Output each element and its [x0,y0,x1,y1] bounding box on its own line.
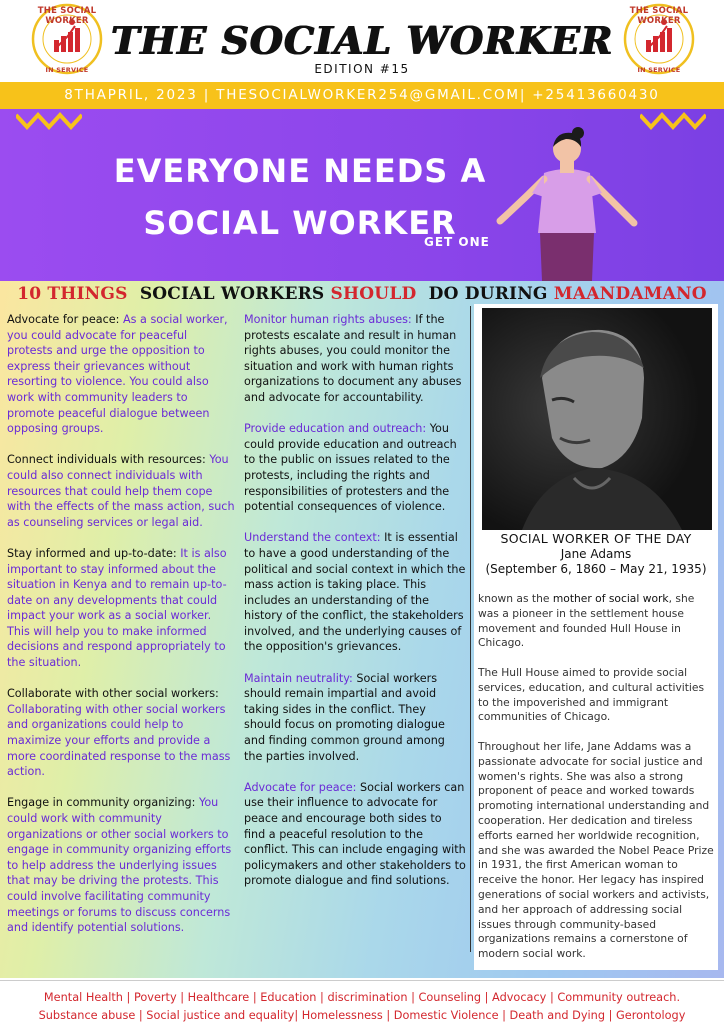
logo-left-bottom-text: IN SERVICE [45,66,89,74]
hero-banner [0,109,724,281]
logo-right-bottom-text: IN SERVICE [637,66,681,74]
portrait-photo [482,308,712,530]
masthead [0,0,724,82]
column-divider [470,306,471,952]
heading-part-4: DO DURING [428,284,548,304]
zigzag-decoration-left [16,111,82,131]
list-item [244,671,466,765]
item-text: You could provide education and outreach to the public on issues related to the protests, including the rights and responsibilities of protesters and the potential consequences of violence. [244,422,457,514]
info-bar: 8THAPRIL, 2023 | THESOCIALWORKER254@GMAIL.COM| +25413660430 [0,82,724,109]
banner-headline-line1: EVERYONE NEEDS A [113,152,487,190]
list-item [7,795,235,935]
column-left [7,312,235,951]
item-lead: Monitor human rights abuses: [244,313,412,326]
banner-headline-line2: SOCIAL WORKER [143,204,457,242]
footer-line-1: Mental Health | Poverty | Healthcare | Education | discrimination | Counseling | Advocacy | Community outreach. [43,991,681,1004]
page-title: THE SOCIAL WORKER [110,18,614,63]
item-text: Social workers can use their influence to advocate for peace and encourage both sides to find a peaceful resolution to the conflict. This can include engaging with policymakers and other stakeholders to promote dialogue and find solutions. [244,780,466,888]
card-p1-prefix: known as the [478,592,553,605]
item-lead: Engage in community organizing: [7,796,196,810]
heading-part-3: SHOULD [330,284,417,304]
banner-subtext: GET ONE [424,235,490,249]
list-item [7,452,235,530]
card-paragraph: Throughout her life, Jane Addams was a passionate advocate for social justice and women's rights. She was also a strong proponent of peace and worked towards promoting international understanding and cooperation. Her dedication and tireless efforts earned her worldwide recognition, and she was awarded the Nobel Peace Prize in 1931, the first American woman to receive the honor. Her legacy has inspired generations of social workers and activists, and her approach of addressing social issues through community-based organizations remains a cornerstone of modern social work. [478,739,714,961]
item-lead: Advocate for peace: [244,780,357,794]
card-p1-rest: , she was a pioneer in the settlement house movement and founded Hull House in Chicago. [478,592,695,650]
item-lead: Stay informed and up-to-date: [7,546,177,560]
card-dates: (September 6, 1860 – May 21, 1935) [485,562,707,576]
list-item [7,546,235,671]
item-text: It is also important to stay informed about the situation in Kenya and to remain up-to-date on any developments that could impact your work as a social worker. This will help you to make informed decisions and respond appropriately to the situation. [7,546,227,670]
card-title: SOCIAL WORKER OF THE DAY [500,531,692,546]
list-item [7,312,235,437]
list-item [244,421,466,515]
edition-label: EDITION #15 [314,62,410,76]
list-item [244,780,466,889]
card-name: Jane Adams [560,547,632,561]
item-text: If the protests escalate and result in human rights abuses, you could monitor the situation and work with human rights organizations to document any abuses and advocate for accountability. [244,313,462,404]
footer-topics [0,980,724,1024]
column-middle [244,312,466,905]
item-text: Collaborating with other social workers and organizations could help to maximize your efforts and provide a more coordinated response to the mass action. [7,702,231,779]
item-text: You could also connect individuals with resources that could help them cope with the effects of the mass action, such as counseling services or legal aid. [7,453,235,529]
item-text: As a social worker, you could advocate for peaceful protests and urge the opposition to express their grievances without resorting to violence. You could also work with community leaders to promote peaceful dialogue between opposing groups. [7,313,228,436]
zigzag-decoration-right [640,111,706,131]
card-paragraph: The Hull House aimed to provide social services, education, and cultural activities to the impoverished and immigrant communities of Chicago. [478,665,705,724]
logo-right [620,2,698,76]
item-lead: Advocate for peace: [7,313,120,326]
item-lead: Understand the context: [244,531,381,545]
item-lead: Maintain neutrality: [244,671,353,685]
item-lead: Provide education and outreach: [244,422,427,436]
item-text: Social workers should remain impartial and avoid taking sides in the conflict. They should focus on promoting dialogue and finding common ground among the parties involved. [244,671,445,763]
item-lead: Collaborate with other social workers: [7,687,219,701]
item-text: It is essential to have a good understanding of the political and social context in which the mass action is taking place. This includes an understanding of the history of the conflict, the stakeholders involved, and the underlying causes of the opposition's grievances. [244,531,466,654]
woman-illustration [492,123,642,281]
list-item [244,530,466,655]
item-lead: Connect individuals with resources: [7,453,206,467]
card-paragraph [478,592,714,651]
section-heading [0,284,724,304]
list-item [7,686,235,780]
list-item [244,312,466,406]
heading-part-1: 10 THINGS [17,284,128,304]
logo-right-top-text: THE SOCIAL WORKER [629,6,689,26]
card-body [478,592,714,977]
footer-line-2: Substance abuse | Social justice and equality| Homelessness | Domestic Violence | Death and Dying | Gerontology [38,1009,686,1022]
logo-left-top-text: THE SOCIAL WORKER [37,6,97,26]
featured-card [474,304,718,970]
heading-part-5: MAANDAMANO [553,284,707,304]
banner-headline [70,145,530,249]
item-text: You could work with community organizations or other social workers to engage in community organizing efforts to help address the underlying issues that may be driving the protests. This could involve facilitating community meetings or forums to discuss concerns and identify potential solutions. [7,796,232,935]
card-p1-emphasis: mother of social work [552,592,669,605]
heading-part-2: SOCIAL WORKERS [139,284,325,304]
